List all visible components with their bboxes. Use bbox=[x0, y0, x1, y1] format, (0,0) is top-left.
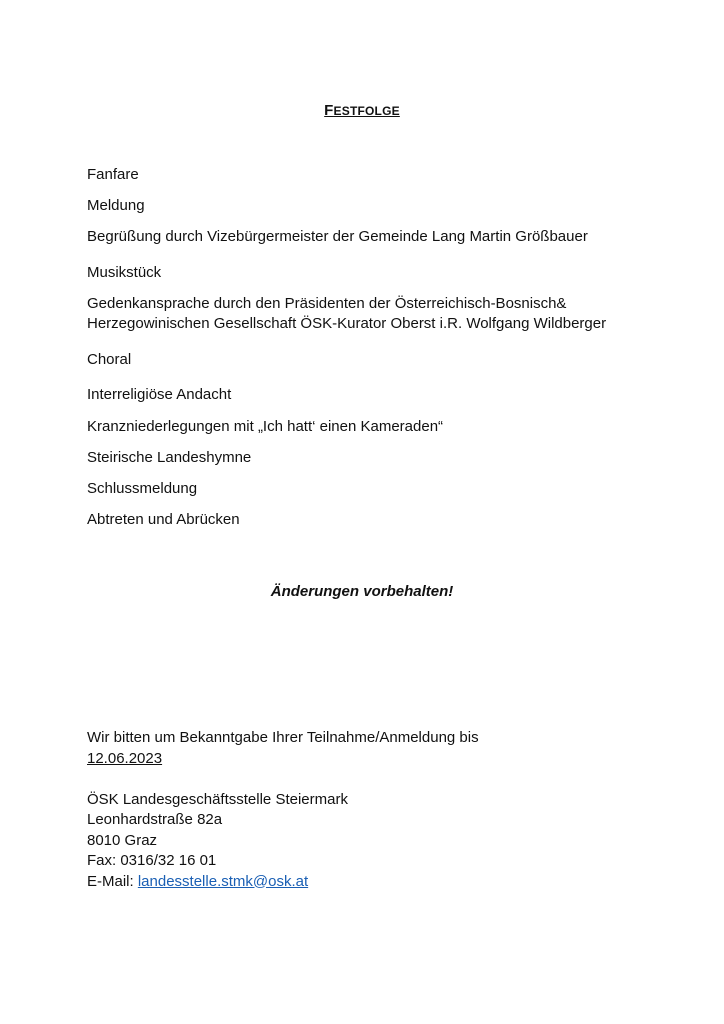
title-rest: ESTFOLGE bbox=[333, 104, 400, 118]
title-initial: F bbox=[324, 102, 334, 119]
program-item-musikstueck: Musikstück bbox=[87, 264, 162, 281]
program-item-fanfare: Fanfare bbox=[87, 166, 139, 183]
page-title bbox=[0, 102, 724, 119]
contact-organization: ÖSK Landesgeschäftsstelle Steiermark bbox=[87, 790, 348, 808]
program-item-landeshymne: Steirische Landeshymne bbox=[87, 449, 252, 466]
contact-email-link[interactable]: landesstelle.stmk@osk.at bbox=[137, 872, 309, 890]
contact-street: Leonhardstraße 82a bbox=[87, 811, 223, 828]
contact-block bbox=[87, 728, 687, 892]
program-item-gedenkansprache-line1: Gedenkansprache durch den Präsidenten der Österreichisch-Bosnisch& bbox=[87, 295, 567, 312]
program-item-andacht: Interreligiöse Andacht bbox=[87, 386, 232, 403]
registration-deadline: 12.06.2023 bbox=[87, 749, 163, 767]
contact-email-label: E-Mail: bbox=[87, 872, 138, 890]
contact-email-line bbox=[87, 872, 687, 893]
program-item-abtreten: Abtreten und Abrücken bbox=[87, 511, 240, 528]
program-item-schlussmeldung: Schlussmeldung bbox=[87, 480, 198, 497]
contact-city: 8010 Graz bbox=[87, 831, 158, 849]
program-item-kranzniederlegungen: Kranzniederlegungen mit „Ich hatt‘ einen Kameraden“ bbox=[87, 418, 444, 435]
contact-fax: Fax: 0316/32 16 01 bbox=[87, 852, 217, 869]
program-item-gedenkansprache-line2: Herzegowinischen Gesellschaft ÖSK-Kurator Oberst i.R. Wolfgang Wildberger bbox=[87, 315, 607, 332]
program-item-begruessung: Begrüßung durch Vizebürgermeister der Gemeinde Lang Martin Größbauer bbox=[87, 228, 588, 245]
changes-notice: Änderungen vorbehalten! bbox=[270, 583, 454, 600]
program-item-meldung: Meldung bbox=[87, 197, 145, 214]
spacer bbox=[87, 769, 687, 790]
registration-text: Wir bitten um Bekanntgabe Ihrer Teilnahme/Anmeldung bis bbox=[87, 729, 479, 746]
program-item-choral: Choral bbox=[87, 351, 132, 368]
